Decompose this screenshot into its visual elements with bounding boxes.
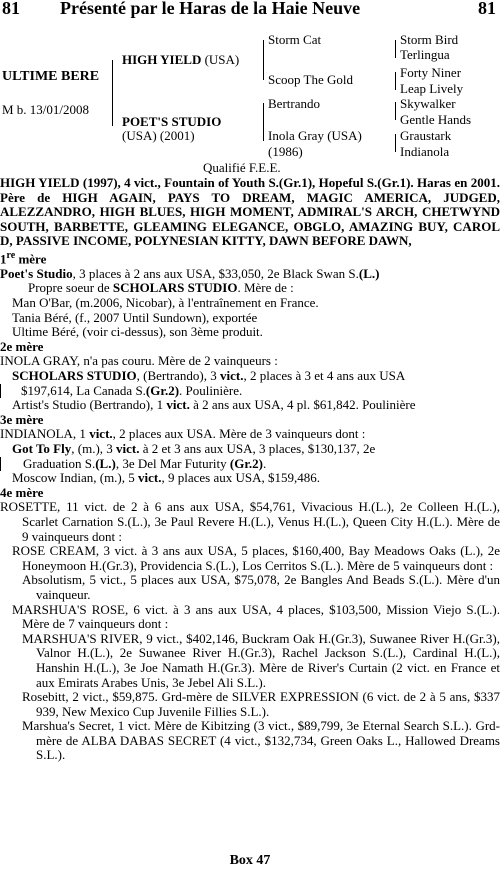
great-grandparent-4: Leap Lively bbox=[400, 81, 464, 96]
produce-grade: (Gr.2) bbox=[145, 382, 180, 398]
produce-text: , 2 places à 3 et 4 ans aux USA bbox=[243, 368, 406, 384]
bracket-dam bbox=[263, 103, 264, 141]
page-title: Présenté par le Haras de la Haie Neuve bbox=[60, 0, 361, 18]
first-dam-line bbox=[0, 267, 500, 282]
produce-vict: vict. bbox=[220, 368, 244, 384]
grandsire-1: Storm Cat bbox=[268, 32, 322, 47]
produce-vict: vict. bbox=[166, 397, 190, 413]
sire-country: (USA) bbox=[204, 52, 240, 67]
sire-line bbox=[122, 53, 239, 67]
sister-prefix: Propre soeur de bbox=[28, 280, 113, 296]
sister-name: SCHOLARS STUDIO bbox=[112, 280, 238, 296]
dam-text: INDIANOLA, 1 bbox=[0, 426, 90, 442]
produce-2: Tania Béré, (f., 2007 Until Sundown), exportée bbox=[12, 309, 258, 325]
catalogue-body bbox=[0, 176, 500, 763]
first-dam-name: Poet's Studio bbox=[0, 265, 73, 281]
sire-name: HIGH YIELD bbox=[122, 52, 202, 67]
bracket-gg-4 bbox=[395, 134, 396, 152]
sister-suffix: . Mère de : bbox=[237, 280, 294, 296]
bracket-sire bbox=[263, 40, 264, 80]
produce-text: $197,614, La Canada S. bbox=[21, 382, 146, 398]
grandsire-3: Bertrando bbox=[268, 96, 320, 111]
dam-text: , 2 places aux USA. Mère de 3 vainqueurs dont : bbox=[112, 426, 366, 442]
first-dam-grade: (L.) bbox=[358, 265, 380, 281]
great-grandparent-5: Skywalker bbox=[400, 96, 456, 111]
produce-text: , 3e Del Mar Futurity bbox=[115, 455, 230, 471]
bracket-gg-2 bbox=[395, 72, 396, 90]
marshuas-river: MARSHUA'S RIVER, 9 vict., $402,146, Buckram Oak H.(Gr.3), Suwanee River H.(Gr.3), Valnor H.(L.), 2e Suwanee River H.(Gr.3), Rachel Jackson S.(L.), Cardinal H.(L.), Hanshin H.(L.), 3e Joe Namath H.(Gr.3). Mère de River's Curtain (2 vict. en France et aux Emirats Arabes Unis, 3e Jebel Ali S.L.). bbox=[22, 630, 500, 690]
second-dam-produce-1-cont bbox=[0, 384, 500, 399]
fourth-dam-heading: 4e mère bbox=[0, 484, 44, 500]
produce-text: Artist's Studio (Bertrando), 1 bbox=[12, 397, 167, 413]
great-grandparent-1: Storm Bird bbox=[400, 32, 459, 47]
produce-grade: (Gr.2) bbox=[229, 455, 264, 471]
produce-text: à 2 et 3 ans aux USA, 3 places, $130,137, 2e bbox=[139, 441, 376, 457]
marshuas-secret: Marshua's Secret, 1 vict. Mère de Kibitzing (3 vict., $89,799, 3e Eternal Search S.L.). Grd-mère de ALBA DABAS SECRET (4 vict., $132,734, Green Oaks L., Hallowed Dreams S.L.). bbox=[22, 718, 500, 763]
heading-superscript: re bbox=[6, 249, 16, 261]
first-dam-line-2 bbox=[0, 281, 500, 296]
first-dam-heading bbox=[0, 249, 500, 267]
rose-cream: ROSE CREAM, 3 vict. à 3 ans aux USA, 5 places, $160,400, Bay Meadows Oaks (L.), 2e Honeymoon H.(Gr.3), Providencia S.(L.), Los Cerritos S.(L.). Mère de 5 vainqueurs dont : bbox=[12, 543, 500, 573]
great-grandparent-2: Terlingua bbox=[400, 47, 450, 62]
third-dam-produce-1-cont bbox=[0, 457, 500, 472]
first-dam-text: , 3 places à 2 ans aux USA, $33,050, 2e Black Swan S. bbox=[72, 265, 359, 281]
produce-vict: vict. bbox=[116, 441, 140, 457]
great-grandparent-8: Indianola bbox=[400, 144, 450, 159]
second-dam-line: INOLA GRAY, n'a pas couru. Mère de 2 vainqueurs : bbox=[0, 353, 278, 369]
marshuas-rose: MARSHUA'S ROSE, 6 vict. à 3 ans aux USA, 4 places, $103,500, Mission Viejo S.(L.). Mère de 7 vainqueurs dont : bbox=[12, 601, 500, 632]
page-number-left: 81 bbox=[2, 0, 20, 18]
produce-grade: (L.) bbox=[95, 455, 116, 471]
produce-name: Got To Fly bbox=[12, 441, 72, 457]
produce-text: à 2 ans aux USA, 4 pl. $61,842. Poulinière bbox=[189, 397, 416, 413]
produce-text: Graduation S. bbox=[23, 455, 96, 471]
grandsire-4: Inola Gray (USA) bbox=[268, 128, 362, 143]
great-grandparent-3: Forty Niner bbox=[400, 65, 462, 80]
produce-vict: vict. bbox=[138, 470, 162, 486]
grandsire-4-year: (1986) bbox=[268, 144, 303, 159]
produce-1: Man O'Bar, (m.2006, Nicobar), à l'entraînement en France. bbox=[12, 295, 319, 311]
third-dam-produce-1 bbox=[0, 442, 500, 457]
great-grandparent-6: Gentle Hands bbox=[400, 112, 472, 127]
bracket-gg-3 bbox=[395, 102, 396, 120]
third-dam-line bbox=[0, 427, 500, 442]
horse-name: ULTIME BERE bbox=[2, 69, 100, 84]
produce-text: Moscow Indian, (m.), 5 bbox=[12, 470, 139, 486]
great-grandparent-7: Graustark bbox=[400, 128, 452, 143]
rosebitt: Rosebitt, 2 vict., $59,875. Grd-mère de SILVER EXPRESSION (6 vict. de 2 à 5 ans, $337 939, New Mexico Cup Juvenile Fillies S.L.). bbox=[22, 689, 500, 719]
produce-text: , (m.), 3 bbox=[71, 441, 117, 457]
grandsire-2: Scoop The Gold bbox=[268, 72, 353, 87]
produce-text: , 9 places aux USA, $159,486. bbox=[161, 470, 320, 486]
produce-name: SCHOLARS STUDIO bbox=[12, 368, 137, 384]
dam-name: POET'S STUDIO bbox=[122, 114, 222, 129]
bracket-gg-1 bbox=[395, 40, 396, 58]
heading-number: 1 bbox=[0, 251, 7, 267]
produce-text: , (Bertrando), 3 bbox=[136, 368, 221, 384]
box-number: Box 47 bbox=[229, 853, 271, 868]
second-dam-heading: 2e mère bbox=[0, 338, 44, 354]
third-dam-heading: 3e mère bbox=[0, 411, 44, 427]
sire-paragraph: HIGH YIELD (1997), 4 vict., Fountain of Youth S.(Gr.1), Hopeful S.(Gr.1). Haras en 2001. Père de HIGH AGAIN, PAYS TO DREAM, MAGIC AMERICA, JUDGED, ALEZZANDRO, HIGH BLUES, HIGH MOMENT, ADMIRAL'S ARCH, CHETWYND SOUTH, BARBETTE, GLEAMING ELEGANCE, OBGLO, AMAZING BUY, CAROL D, PASSIVE INCOME, POLYNESIAN KITTY, DAWN BEFORE DAWN, bbox=[0, 175, 500, 249]
third-dam-produce-2 bbox=[0, 471, 500, 486]
page-number-right: 81 bbox=[478, 0, 496, 18]
qualification-note: Qualifié F.E.E. bbox=[203, 160, 281, 175]
dam-vict: vict. bbox=[89, 426, 113, 442]
bracket-main bbox=[112, 60, 113, 126]
second-dam-produce-2 bbox=[0, 398, 500, 413]
produce-text: . bbox=[263, 455, 267, 471]
produce-text: . Poulinière. bbox=[179, 382, 243, 398]
horse-info: M b. 13/01/2008 bbox=[2, 102, 90, 117]
absolutism: Absolutism, 5 vict., 5 places aux USA, $75,078, 2e Bangles And Beads S.(L.). Mère d'un vainqueur. bbox=[22, 572, 500, 602]
fourth-dam-rosette: ROSETTE, 11 vict. de 2 à 6 ans aux USA, $54,761, Vivacious H.(L.), 2e Colleen H.(L.), Scarlet Carnation S.(L.), 3e Paul Revere H.(L.), Venus H.(L.), Queen City H.(L.). Mère de 9 vainqueurs dont : bbox=[0, 499, 500, 544]
second-dam-produce-1 bbox=[0, 369, 500, 384]
dam-info: (USA) (2001) bbox=[122, 128, 195, 143]
heading-word: mère bbox=[15, 251, 47, 267]
produce-3: Ultime Béré, (voir ci-dessus), son 3ème produit. bbox=[12, 324, 263, 340]
